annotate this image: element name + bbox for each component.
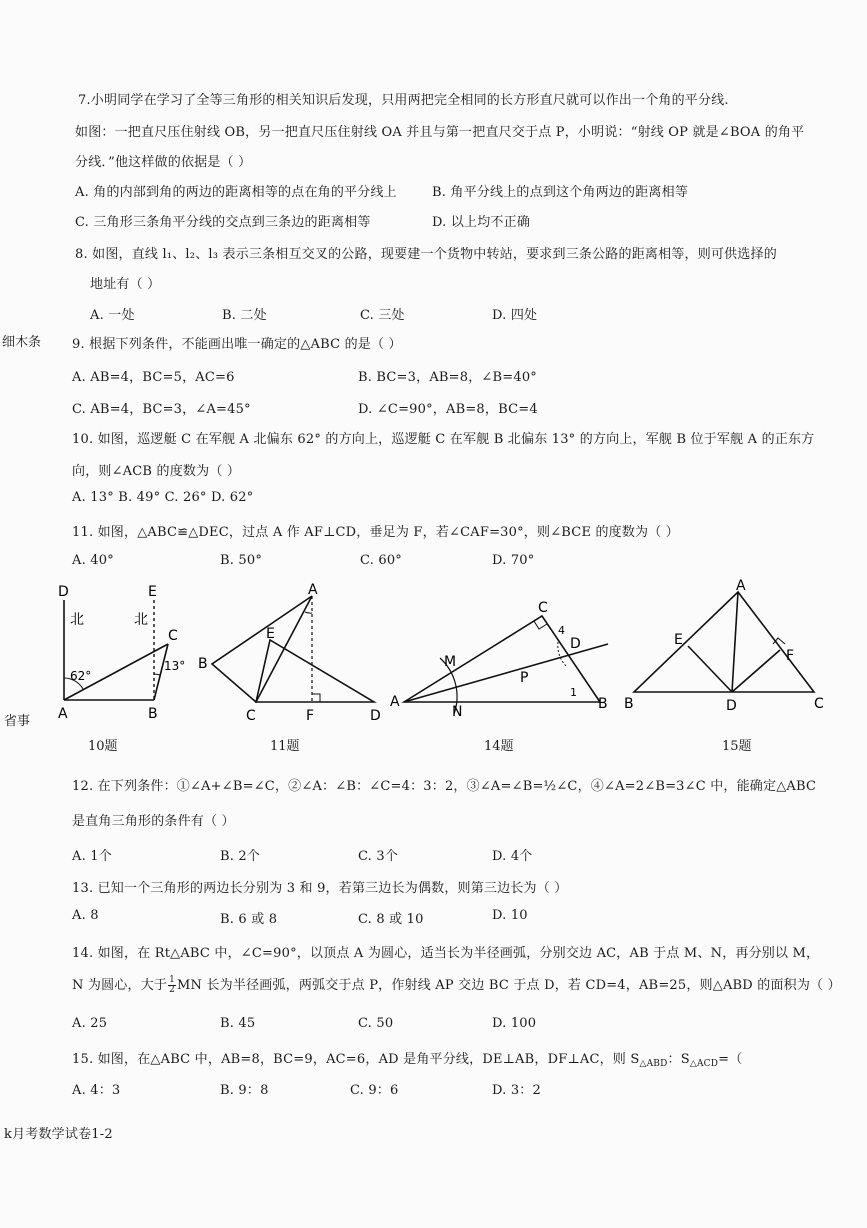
q10-line1: 10. 如图，巡逻艇 C 在军舰 A 北偏东 62° 的方向上，巡逻艇 C 在军舰 B 北偏东 13° 的方向上，军舰 B 位于军舰 A 的正东方 xyxy=(72,432,815,447)
q15-option-d: D. 3：2 xyxy=(492,1083,541,1098)
fig14-label-b: B xyxy=(598,696,608,712)
fig11-triangle-dec xyxy=(256,640,374,702)
q7-line3: 分线．”他这样做的依据是（ ） xyxy=(75,155,252,170)
q12-option-b: B. 2个 xyxy=(220,849,261,864)
q14-line2-end: MN 长为半径画弧，两弧交于点 P，作射线 AP 交边 BC 于点 D，若 CD=4，AB=25，则△ABD 的面积为（ ） xyxy=(177,978,841,993)
q15-ratio-separator: ：S xyxy=(667,1052,690,1067)
fig11-label-e: E xyxy=(266,626,275,642)
fig15-label-c: C xyxy=(814,696,824,712)
q8-option-b: B. 二处 xyxy=(222,308,267,323)
fig14-label-a: A xyxy=(390,694,400,710)
fig15-segment-de xyxy=(688,646,732,692)
q15-subscript-abd: △ABD xyxy=(639,1059,668,1069)
q10-options: A. 13° B. 49° C. 26° D. 62° xyxy=(72,490,254,505)
fig10-label-d: D xyxy=(58,584,69,600)
q14-option-a: A. 25 xyxy=(72,1016,108,1031)
q9-option-a: A. AB=4，BC=5，AC=6 xyxy=(72,370,235,385)
fig11-label-b: B xyxy=(198,656,208,672)
q8-line2: 地址有（ ） xyxy=(90,277,161,292)
q7-line2: 如图：一把直尺压住射线 OB，另一把直尺压住射线 OA 并且与第一把直尺交于点 P，小明说：“射线 OP 就是∠BOA 的角平 xyxy=(75,125,805,140)
q13-line1: 13. 已知一个三角形的两边长分别为 3 和 9，若第三边长为偶数，则第三边长为（ ） xyxy=(72,881,568,896)
q8-line1: 8. 如图，直线 l₁、l₂、l₃ 表示三条相互交叉的公路，现要建一个货物中转站，要求到三条公路的距离相等，则可供选择的 xyxy=(75,247,777,262)
fig11-label-a: A xyxy=(308,582,318,598)
q14-fraction-half xyxy=(168,976,176,995)
fig15-label-f: F xyxy=(786,648,795,664)
fig11-right-angle-mark xyxy=(312,694,320,702)
fig14-label-c: C xyxy=(538,600,548,616)
q14-fraction-denominator: 2 xyxy=(169,985,176,995)
q11-option-d: D. 70° xyxy=(492,553,535,568)
fig14-label-m: M xyxy=(444,654,457,670)
fig11-triangle-abc xyxy=(212,596,312,702)
q11-option-b: B. 50° xyxy=(220,553,263,568)
q7-option-c: C. 三角形三条角平分线的交点到三条边的距离相等 xyxy=(75,215,371,230)
figure-15 xyxy=(618,580,828,720)
q14-option-c: C. 50 xyxy=(358,1016,394,1031)
q12-option-d: D. 4个 xyxy=(492,849,533,864)
fig10-label-e: E xyxy=(148,584,157,600)
fig11-angle-arc xyxy=(305,612,312,613)
fig10-label-b: B xyxy=(148,706,158,722)
q9-option-c: C. AB=4，BC=3，∠A=45° xyxy=(72,402,251,417)
fig10-label-north-b: 北 xyxy=(134,612,148,628)
fig15-label-d: D xyxy=(726,698,737,714)
q9-option-b: B. BC=3，AB=8，∠B=40° xyxy=(358,370,538,385)
q14-line2-start: N 为圆心，大于 xyxy=(72,978,168,993)
q15-option-b: B. 9：8 xyxy=(220,1083,269,1098)
fig10-label-north-a: 北 xyxy=(70,612,84,628)
fig10-angle-62: 62° xyxy=(70,669,92,683)
q14-option-d: D. 100 xyxy=(492,1016,537,1031)
fig14-caption: 14题 xyxy=(484,739,514,754)
fig15-triangle-abc xyxy=(634,592,814,692)
figure-14 xyxy=(388,596,618,720)
figure-10 xyxy=(40,582,200,722)
fig15-label-a: A xyxy=(736,578,746,594)
q7-option-a: A. 角的内部到角的两边的距离相等的点在角的平分线上 xyxy=(75,185,397,200)
q12-line2: 是直角三角形的条件有（ ） xyxy=(72,814,235,829)
q14-line2 xyxy=(72,974,841,995)
q13-option-b: B. 6 或 8 xyxy=(220,912,278,927)
q9-line1: 9. 根据下列条件，不能画出唯一确定的△ABC 的是（ ） xyxy=(72,337,402,352)
q15-option-a: A. 4：3 xyxy=(72,1083,121,1098)
q8-option-a: A. 一处 xyxy=(90,308,135,323)
q8-option-d: D. 四处 xyxy=(492,308,538,323)
fig10-caption: 10题 xyxy=(88,739,118,754)
fig11-label-d: D xyxy=(370,708,381,724)
margin-note-bottom: 省事 xyxy=(4,714,31,729)
q13-option-c: C. 8 或 10 xyxy=(358,912,424,927)
q15-line1-end: =（ xyxy=(718,1052,743,1067)
fig11-label-f: F xyxy=(306,708,315,724)
fig15-label-e: E xyxy=(674,632,683,648)
fig15-bisector-ad xyxy=(732,592,738,692)
q13-option-d: D. 10 xyxy=(492,908,528,923)
q12-option-a: A. 1个 xyxy=(72,849,112,864)
q15-line1 xyxy=(72,1048,742,1069)
fig15-segment-df xyxy=(732,650,780,692)
q15-subscript-acd: △ACD xyxy=(689,1059,719,1069)
q12-option-c: C. 3个 xyxy=(358,849,399,864)
fig10-angle-13: 13° xyxy=(164,659,186,673)
fig11-label-c: C xyxy=(246,708,256,724)
fig10-label-a: A xyxy=(58,706,68,722)
figure-11 xyxy=(196,582,396,722)
q8-option-c: C. 三处 xyxy=(360,308,405,323)
fig14-label-d: D xyxy=(570,636,581,652)
q9-option-d: D. ∠C=90°，AB=8，BC=4 xyxy=(358,402,538,417)
fig14-label-p: P xyxy=(520,670,529,686)
q15-line1-start: 15. 如图，在△ABC 中，AB=8，BC=9，AC=6，AD 是角平分线，DE⊥AB，DF⊥AC，则 S xyxy=(72,1052,640,1067)
q12-line1: 12. 在下列条件：①∠A+∠B=∠C，②∠A：∠B：∠C=4：3：2，③∠A=∠B=½∠C，④∠A=2∠B=3∠C 中，能确定△ABC xyxy=(72,779,817,794)
q7-line1: 7.小明同学在学习了全等三角形的相关知识后发现，只用两把完全相同的长方形直尺就可以作出一个角的平分线. xyxy=(78,93,729,108)
fig14-label-4: 4 xyxy=(558,624,565,637)
fig14-ray-ap xyxy=(404,644,608,702)
margin-note-top: 细木条 xyxy=(2,335,42,350)
fig11-caption: 11题 xyxy=(270,739,300,754)
fig15-label-b: B xyxy=(624,696,634,712)
q11-line1: 11. 如图，△ABC≌△DEC，过点 A 作 AF⊥CD，垂足为 F，若∠CAF=30°，则∠BCE 的度数为（ ） xyxy=(72,525,679,540)
q11-option-c: C. 60° xyxy=(360,553,402,568)
q14-line1: 14. 如图，在 Rt△ABC 中，∠C=90°，以顶点 A 为圆心，适当长为半径画弧，分别交边 AC，AB 于点 M、N，再分别以 M， xyxy=(72,946,820,961)
fig14-label-1: 1 xyxy=(570,686,577,699)
page-footer: k月考数学试卷1-2 xyxy=(4,1127,113,1142)
fig14-label-n: N xyxy=(452,704,463,720)
q7-option-d: D. 以上均不正确 xyxy=(432,215,531,230)
fig15-caption: 15题 xyxy=(722,739,752,754)
q14-option-b: B. 45 xyxy=(220,1016,256,1031)
fig14-right-angle-mark xyxy=(534,621,547,629)
fig10-label-c: C xyxy=(168,628,178,644)
q13-option-a: A. 8 xyxy=(72,908,99,923)
q7-option-b: B. 角平分线上的点到这个角两边的距离相等 xyxy=(432,185,689,200)
q10-line2: 向，则∠ACB 的度数为（ ） xyxy=(72,464,241,479)
q14-fraction-numerator: 1 xyxy=(169,975,176,985)
q15-option-c: C. 9：6 xyxy=(350,1083,399,1098)
fig10-angle-arc-b xyxy=(154,674,160,675)
q11-option-a: A. 40° xyxy=(72,553,114,568)
